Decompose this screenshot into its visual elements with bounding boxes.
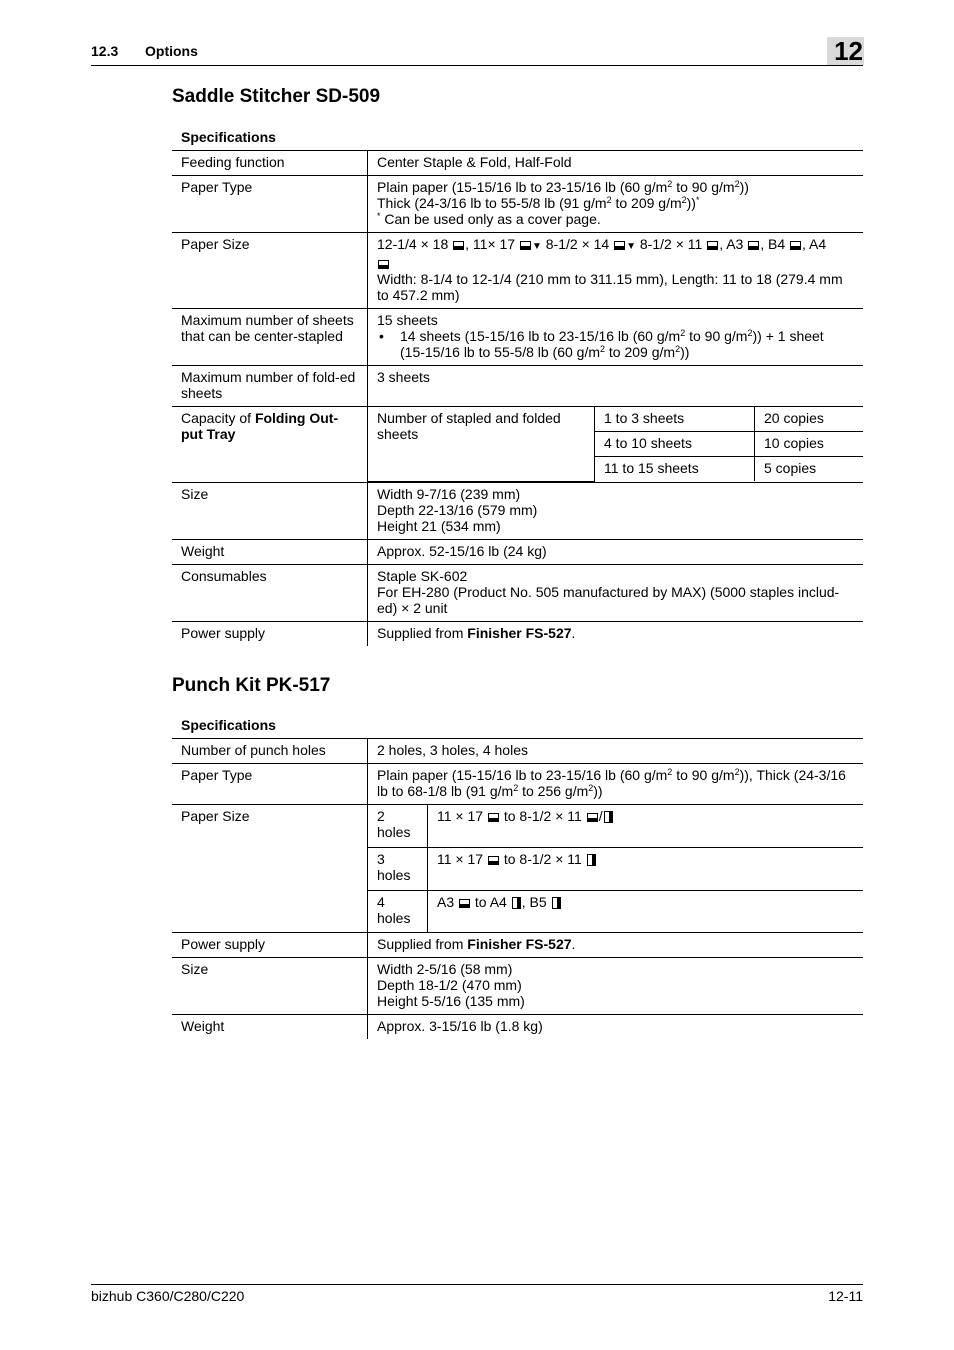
portrait-orientation-icon [552, 897, 561, 909]
section-heading [91, 43, 198, 59]
page-footer [91, 1284, 863, 1304]
row-label: Number of punch holes [172, 739, 368, 764]
table-row [172, 366, 863, 407]
landscape-orientation-icon [790, 241, 801, 250]
table-row [172, 151, 863, 176]
portrait-orientation-icon [587, 854, 596, 866]
landscape-orientation-icon [488, 813, 499, 822]
row-value: 2 holes, 3 holes, 4 holes [368, 739, 864, 764]
section-title: Options [145, 43, 198, 59]
table-row: 4 to 10 sheets 10 copies [368, 432, 863, 457]
footer-model: bizhub C360/C280/C220 [91, 1288, 245, 1304]
row-label: Power supply [172, 933, 368, 958]
landscape-orientation-icon [748, 241, 759, 250]
row-value: Plain paper (15-15/16 lb to 23-15/16 lb (60 $g/m^2$ to 90 $g/m^2$)) Thick (24-3/16 lb to 55-5/8 lb (91 $g/m^2$ to 209 $g/m^2))^*$ * Can be used only as a cover page. [368, 176, 864, 233]
section-number: 12.3 [91, 43, 119, 59]
portrait-orientation-icon [512, 897, 521, 909]
pk517-spec-table [172, 738, 863, 1039]
sd509-spec-table [172, 150, 863, 646]
landscape-orientation-icon [707, 241, 718, 250]
row-value: 15 sheets • 14 sheets (15-15/16 lb to 23-15/16 lb (60 $g/m^2$ to 90 $g/m^2)) + 1$ sheet (15-15/16 lb to 55-5/8 lb (60 $g/m^2$ to 209 $g/m^2$)) [368, 309, 864, 366]
table-row [172, 176, 863, 233]
row-value: Center Staple & Fold, Half-Fold [368, 151, 864, 176]
page-header [91, 36, 863, 66]
table-row: Number of stapled and folded sheets 1 to 3 sheets 20 copies [368, 407, 863, 432]
footer-page-number: 12-11 [828, 1288, 863, 1304]
table-row [172, 407, 863, 483]
landscape-orientation-icon [587, 813, 598, 822]
row-label: Feeding function [172, 151, 368, 176]
row-value: Approx. 52-15/16 lb (24 kg) [368, 539, 864, 564]
landscape-orientation-icon [459, 899, 470, 908]
table-row [172, 739, 863, 764]
row-label: Capacity of Folding Out-put Tray [172, 407, 368, 483]
paper-size-subtable [368, 805, 863, 932]
row-value: Supplied from Finisher FS-527. [368, 621, 864, 646]
row-value: 12-1/4 × 18 , 11× 17 ▼ 8-1/2 × 14 ▼ 8-1/2 × 11 , A3 , B4 , A4 Width: 8-1/4 to 12-1/4 (210 mm to 311.15 mm), Length: 11 to 18 (279.4 mm to 457.2 mm) [368, 233, 864, 309]
table-row [172, 933, 863, 958]
row-value: Plain paper (15-15/16 lb to 23-15/16 lb (60 $g/m^2$ to 90 $g/m^2$)), Thick (24-3/16 lb to 68-1/8 lb (91 $g/m^2$ to 256 $g/m^2$)) [368, 764, 864, 805]
table-row: 11 to 15 sheets 5 copies [368, 457, 863, 482]
row-value: 3 sheets [368, 366, 864, 407]
landscape-orientation-icon [378, 260, 389, 269]
row-label: Maximum number of sheets that can be center-stapled [172, 309, 368, 366]
table-row [172, 764, 863, 805]
paper-size-cell [368, 805, 864, 933]
row-label: Maximum number of fold-ed sheets [172, 366, 368, 407]
table-row [172, 805, 863, 933]
arrow-down-icon: ▼ [626, 241, 636, 252]
table-row [172, 621, 863, 646]
table-row [172, 233, 863, 309]
table-row: 2 holes 11 × 17 to 8-1/2 × 11 / [368, 805, 863, 848]
row-label: Paper Type [172, 176, 368, 233]
table-row [172, 539, 863, 564]
capacity-cell [368, 407, 864, 483]
pk517-title: Punch Kit PK-517 [172, 675, 331, 696]
landscape-orientation-icon [488, 856, 499, 865]
arrow-down-icon: ▼ [531, 241, 542, 252]
row-label: Paper Type [172, 764, 368, 805]
table-row [172, 1015, 863, 1040]
row-label: Weight [172, 539, 368, 564]
row-label: Weight [172, 1015, 368, 1040]
table-row [172, 958, 863, 1015]
table-row: 3 holes 11 × 17 to 8-1/2 × 11 [368, 848, 863, 891]
capacity-subtable [368, 407, 863, 482]
row-label: Size [172, 482, 368, 539]
chapter-badge: 12 [827, 37, 864, 65]
row-label: Paper Size [172, 233, 368, 309]
landscape-orientation-icon [614, 241, 625, 250]
sd509-title: Saddle Stitcher SD-509 [172, 86, 381, 107]
row-value: Approx. 3-15/16 lb (1.8 kg) [368, 1015, 864, 1040]
table-row [172, 564, 863, 621]
portrait-orientation-icon [604, 811, 613, 823]
sd509-spec-label: Specifications [181, 129, 276, 145]
row-label: Paper Size [172, 805, 368, 933]
row-value: Width 2-5/16 (58 mm) Depth 18-1/2 (470 mm) Height 5-5/16 (135 mm) [368, 958, 864, 1015]
table-row [172, 309, 863, 366]
landscape-orientation-icon [453, 241, 464, 250]
table-row [172, 482, 863, 539]
pk517-spec-label: Specifications [181, 717, 276, 733]
row-value: Staple SK-602 For EH-280 (Product No. 505 manufactured by MAX) (5000 staples includ-ed) × 2 unit [368, 564, 864, 621]
landscape-orientation-icon [520, 241, 531, 250]
row-label: Consumables [172, 564, 368, 621]
row-label: Size [172, 958, 368, 1015]
row-label: Power supply [172, 621, 368, 646]
table-row: 4 holes A3 to A4 , B5 [368, 891, 863, 933]
row-value: Supplied from Finisher FS-527. [368, 933, 864, 958]
row-value: Width 9-7/16 (239 mm) Depth 22-13/16 (579 mm) Height 21 (534 mm) [368, 482, 864, 539]
